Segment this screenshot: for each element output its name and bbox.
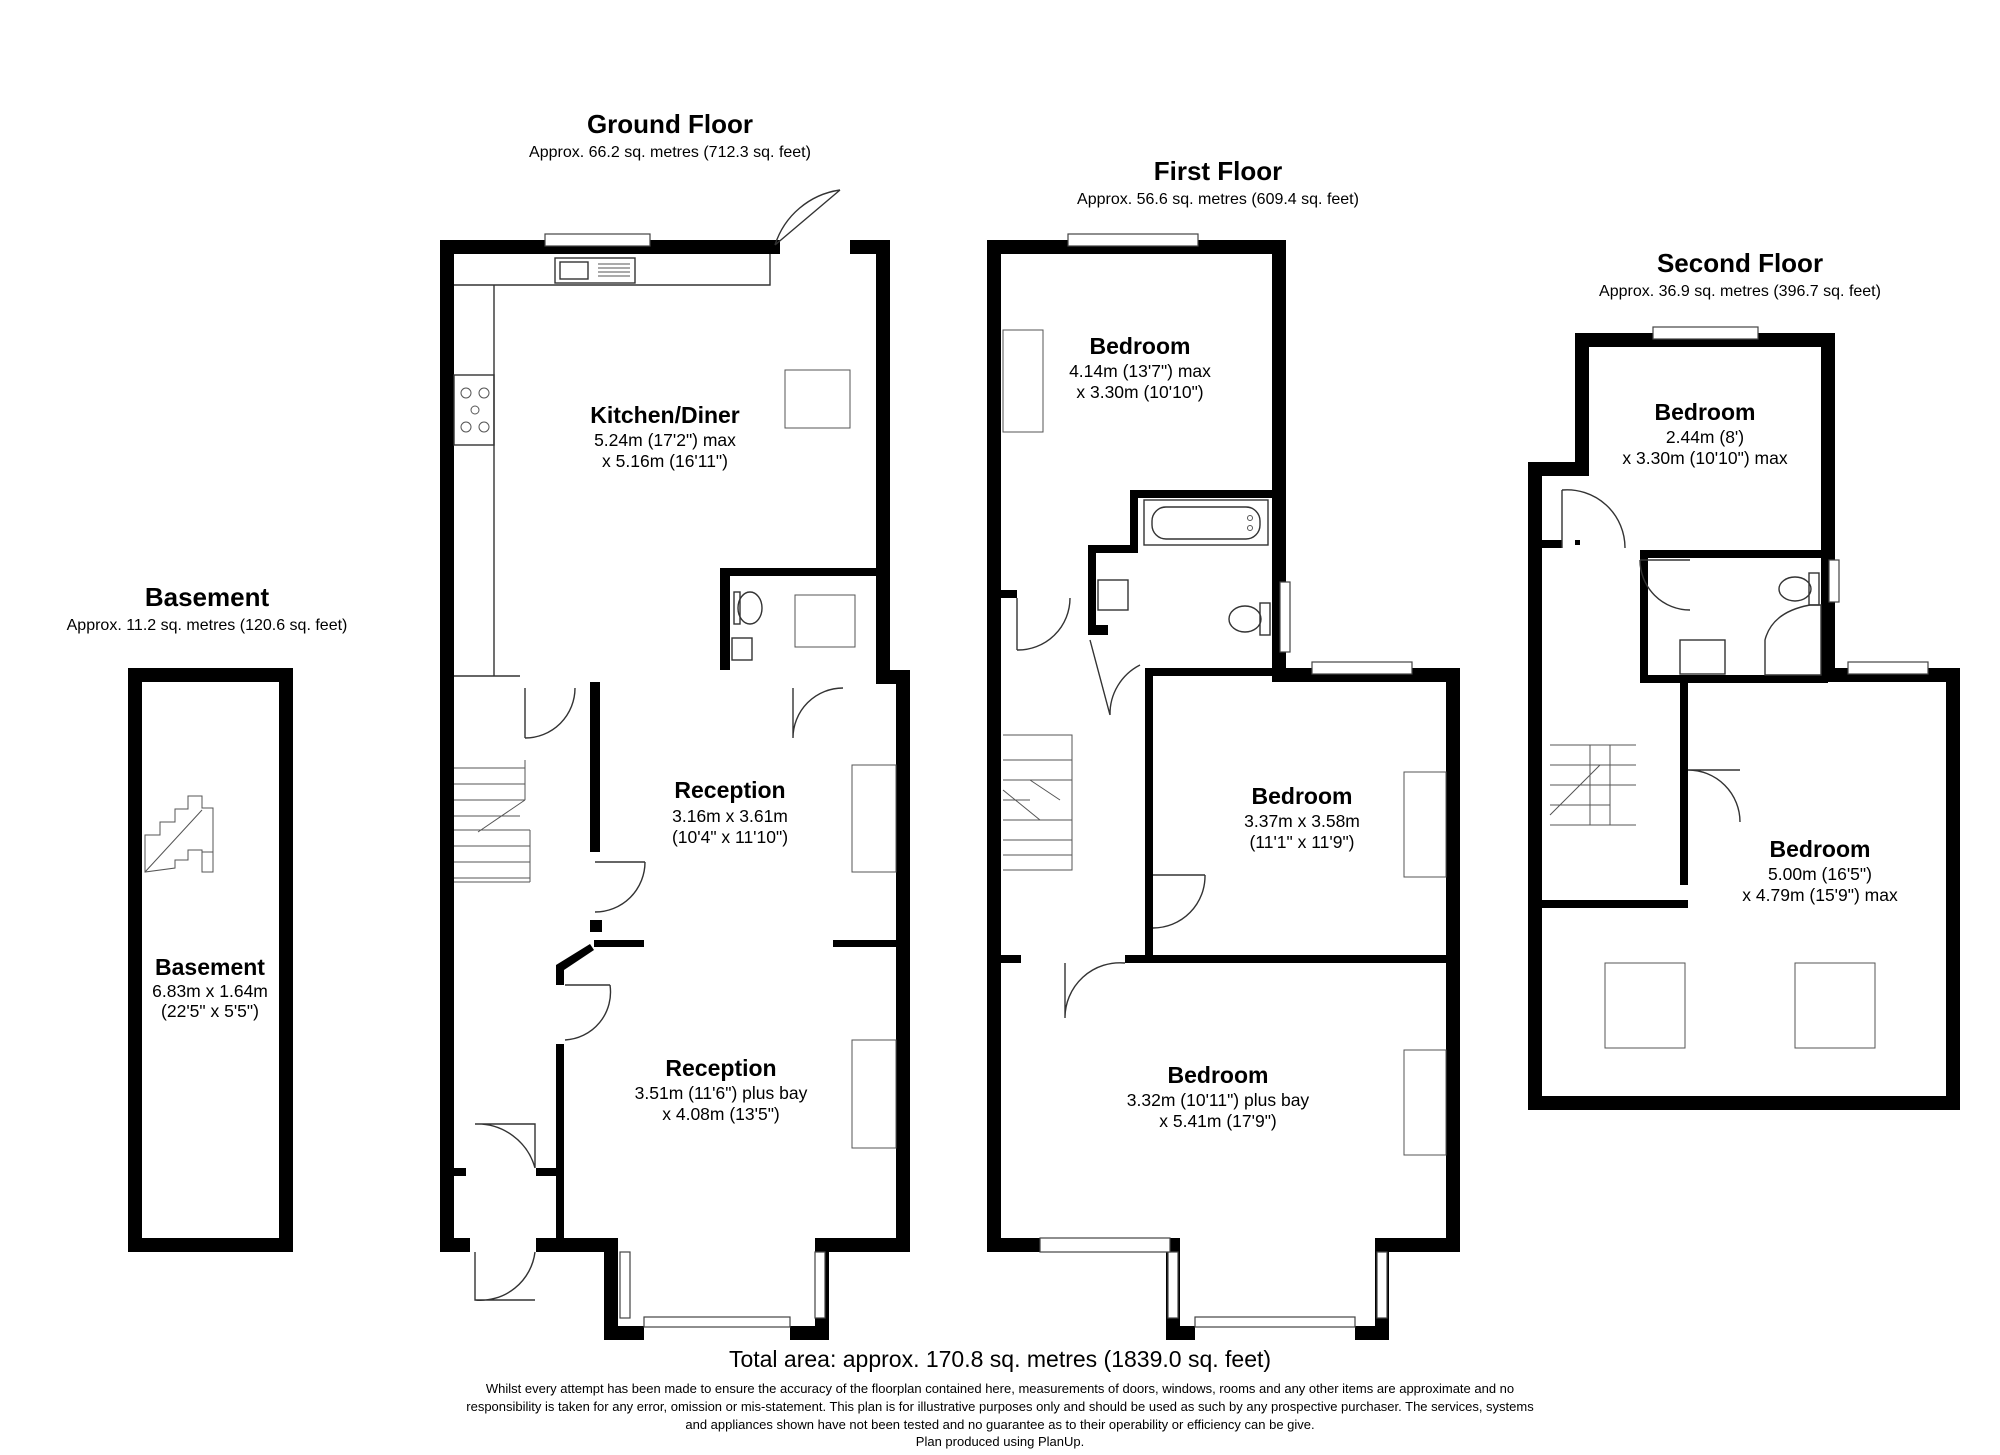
first-floor-title: First Floor	[1153, 156, 1283, 186]
room-dim: x 4.79m (15'9") max	[1742, 885, 1898, 905]
room-dim: 3.37m x 3.58m	[1244, 811, 1360, 831]
first-floor-area: Approx. 56.6 sq. metres (609.4 sq. feet)	[1077, 191, 1359, 208]
room-dim: 3.32m (10'11") plus bay	[1126, 1090, 1310, 1110]
room-dim: x 5.16m (16'11")	[602, 451, 728, 471]
second-floor-area: Approx. 36.9 sq. metres (396.7 sq. feet)	[1599, 283, 1881, 300]
room-name: Reception	[665, 1055, 777, 1081]
room-name: Bedroom	[1251, 783, 1353, 809]
basement-heading	[67, 582, 348, 634]
first-floor-heading	[1077, 156, 1359, 208]
room-dim: 6.83m x 1.64m	[152, 981, 268, 1001]
disclaimer-line: and appliances shown have not been tested and no guarantee as to their operability or efficiency can be give.	[685, 1417, 1315, 1432]
room-dim: x 5.41m (17'9")	[1159, 1111, 1277, 1131]
room-dim: (22'5" x 5'5")	[161, 1001, 259, 1021]
ground-floor-heading	[529, 109, 811, 161]
room-dim: (10'4" x 11'10")	[671, 827, 789, 847]
room-name: Reception	[674, 777, 786, 803]
room-label-first-bedroom-1	[1069, 333, 1211, 402]
room-label-first-bedroom-3	[1127, 1062, 1310, 1131]
ground-floor-title: Ground Floor	[586, 109, 754, 139]
room-label-first-bedroom-2	[1244, 783, 1360, 852]
room-name: Bedroom	[1089, 333, 1191, 359]
room-dim: 4.14m (13'7") max	[1069, 361, 1211, 381]
room-dim: 5.24m (17'2") max	[594, 430, 736, 450]
disclaimer-credit: Plan produced using PlanUp.	[915, 1434, 1085, 1449]
room-label-reception-2	[635, 1055, 808, 1124]
room-name: Bedroom	[1167, 1062, 1269, 1088]
disclaimer-line: Whilst every attempt has been made to ensure the accuracy of the floorplan contained here, measurements of doors, windows, rooms and any other items are approximate and no	[485, 1381, 1515, 1396]
room-dim: 3.16m x 3.61m	[672, 806, 788, 826]
second-floor-heading	[1599, 248, 1881, 300]
room-name: Kitchen/Diner	[590, 402, 740, 428]
room-name: Bedroom	[1654, 399, 1756, 425]
room-label-second-bedroom-2	[1742, 836, 1898, 905]
disclaimer-line: responsibility is taken for any error, omission or mis-statement. This plan is for illustrative purposes only and should be used as such by any prospective purchaser. The services, systems	[466, 1399, 1534, 1414]
room-dim: (11'1" x 11'9")	[1249, 832, 1355, 852]
room-dim: x 3.30m (10'10")	[1076, 382, 1204, 402]
room-dim: x 3.30m (10'10") max	[1622, 448, 1788, 468]
second-floor-title: Second Floor	[1656, 248, 1824, 278]
room-label-second-bedroom-1	[1622, 399, 1787, 468]
first-floor-plan	[987, 234, 1460, 1340]
ground-floor-area: Approx. 66.2 sq. metres (712.3 sq. feet)	[529, 144, 811, 161]
basement-title: Basement	[144, 582, 270, 612]
room-name: Basement	[155, 954, 265, 980]
room-dim: 3.51m (11'6") plus bay	[634, 1083, 808, 1103]
back-door	[775, 190, 840, 245]
room-label-reception-1	[672, 777, 788, 847]
total-area: Total area: approx. 170.8 sq. metres (1839.0 sq. feet)	[728, 1346, 1272, 1372]
ground-floor-plan	[440, 190, 910, 1340]
disclaimer	[466, 1381, 1534, 1449]
room-label-kitchen-diner	[590, 402, 740, 471]
room-dim: x 4.08m (13'5")	[662, 1104, 780, 1124]
basement-area: Approx. 11.2 sq. metres (120.6 sq. feet)	[66, 617, 348, 634]
room-dim: 2.44m (8')	[1665, 427, 1745, 447]
room-label-basement	[152, 954, 268, 1021]
room-dim: 5.00m (16'5")	[1768, 864, 1872, 884]
room-name: Bedroom	[1769, 836, 1871, 862]
